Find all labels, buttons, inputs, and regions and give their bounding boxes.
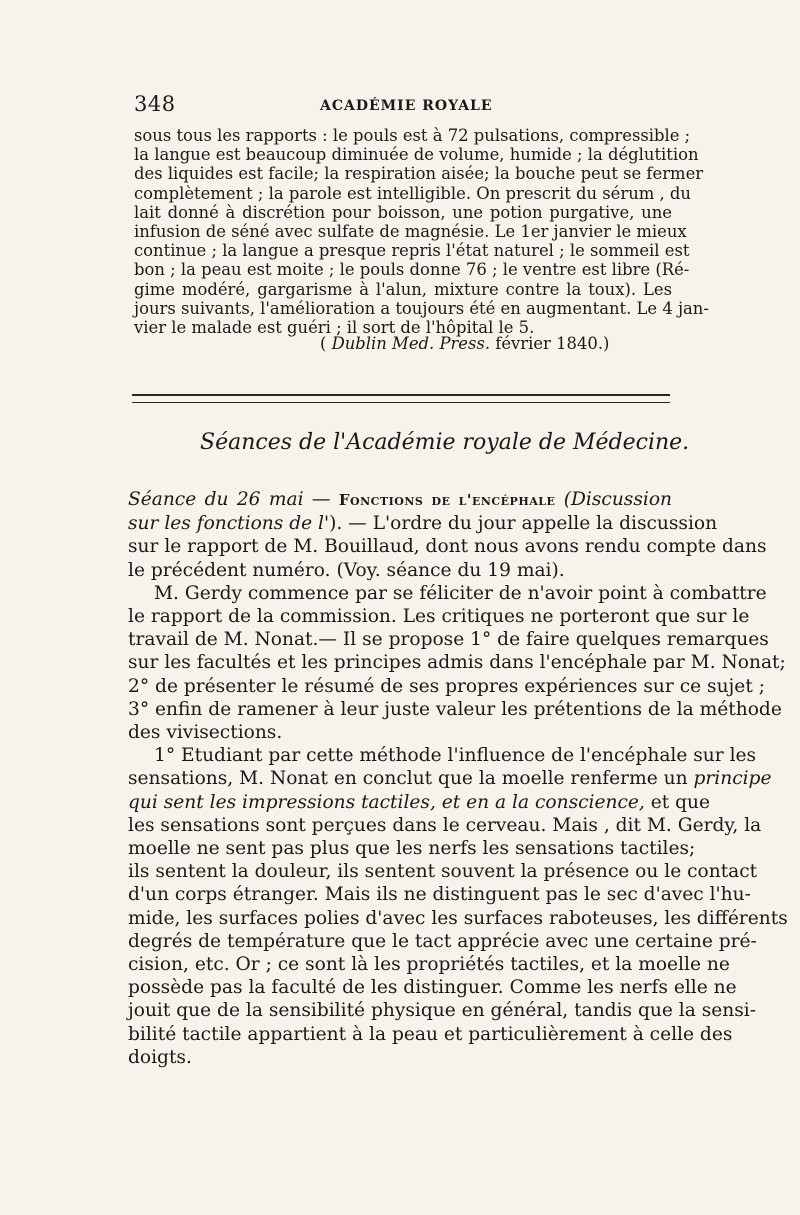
text-line: complètement ; la parole est intelligible. On prescrit du sérum , du — [134, 183, 691, 203]
text-line: jours suivants, l'amélioration a toujours été en augmentant. Le 4 jan- — [134, 298, 709, 318]
text-line: moelle ne sent pas plus que les nerfs les sensations tactiles; — [128, 838, 696, 860]
text-line: degrés de température que le tact apprécie avec une certaine pré- — [128, 930, 757, 952]
text-line: jouit que de la sensibilité physique en général, tandis que la sensi- — [128, 1000, 756, 1022]
text-line: des liquides est facile; la respiration aisée; la bouche peut se fermer — [134, 164, 704, 184]
text-line: lait donné à discrétion pour boisson, une potion purgative, une — [134, 202, 672, 222]
text-line: vier le malade est guéri ; il sort de l'hôpital le 5. — [134, 318, 535, 338]
text-line: continue ; la langue a presque repris l'état naturel ; le sommeil est — [134, 241, 690, 261]
italic-phrase: qui sent les impressions tactiles, et en a la conscience, — [128, 791, 645, 813]
citation-open: ( — [320, 334, 332, 353]
section-divider — [132, 394, 670, 403]
text-line: sur les facultés et les principes admis dans l'encéphale par M. Nonat; — [128, 652, 786, 674]
text-line: possède pas la faculté de les distinguer. Comme les nerfs elle ne — [128, 977, 737, 999]
text-line: ils sentent la douleur, ils sentent souvent la présence ou le contact — [128, 861, 758, 883]
text-line: la langue est beaucoup diminuée de volume, humide ; la déglutition — [134, 145, 699, 165]
text-line: M. Gerdy commence par se féliciter de n'avoir point à combattre — [154, 582, 767, 604]
line-rest: et que — [644, 791, 710, 813]
text-line: doigts. — [128, 1046, 192, 1068]
citation-journal: Dublin Med. Press. — [331, 334, 491, 353]
case-report-paragraph — [134, 126, 709, 338]
text-line: 2° de présenter le résumé de ses propres expériences sur ce sujet ; — [128, 675, 765, 697]
text-line: infusion de séné avec sulfate de magnésie. Le 1er janvier le mieux — [134, 222, 687, 242]
text-line: bilité tactile appartient à la peau et particulièrement à celle des — [128, 1023, 733, 1045]
page-header — [134, 92, 672, 120]
text-line: cision, etc. Or ; ce sont là les propriétés tactiles, et la moelle ne — [128, 954, 730, 976]
text-line: le précédent numéro. (Voy. séance du 19 mai). — [128, 559, 565, 581]
text-line — [128, 488, 672, 512]
text-line: gime modéré, gargarisme à l'alun, mixture contre la toux). Les — [134, 279, 672, 299]
citation-date: février 1840.) — [490, 334, 610, 353]
text-line — [128, 767, 772, 790]
text-line: les sensations sont perçues dans le cerveau. Mais , dit M. Gerdy, la — [128, 814, 762, 836]
section-title: Séances de l'Académie royale de Médecine. — [200, 430, 690, 455]
running-head: ACADÉMIE ROYALE — [320, 98, 493, 114]
seance-date: Séance du 26 mai — — [128, 489, 339, 510]
seance-heading-tail: (Discussion — [555, 489, 672, 510]
page-number: 348 — [134, 92, 176, 116]
text-line — [128, 512, 718, 535]
italic-phrase: sur les fonctions de l' — [128, 513, 330, 535]
text-line: mide, les surfaces polies d'avec les surfaces raboteuses, les différents — [128, 907, 788, 929]
text-line — [128, 791, 710, 814]
text-line: d'un corps étranger. Mais ils ne distinguent pas le sec d'avec l'hu- — [128, 884, 751, 906]
line-rest: ). — L'ordre du jour appelle la discussion — [329, 513, 718, 535]
italic-phrase: principe — [693, 768, 772, 790]
seance-heading: Fonctions de l'encéphale — [338, 491, 556, 509]
text-line: 3° enfin de ramener à leur juste valeur les prétentions de la méthode — [128, 698, 782, 720]
text-line: sur le rapport de M. Bouillaud, dont nous avons rendu compte dans — [128, 536, 767, 558]
source-citation — [320, 334, 609, 353]
text-line: bon ; la peau est moite ; le pouls donne 76 ; le ventre est libre (Ré- — [134, 260, 690, 280]
text-line: 1° Etudiant par cette méthode l'influence de l'encéphale sur les — [154, 745, 757, 767]
text-line: travail de M. Nonat.— Il se propose 1° de faire quelques remarques — [128, 629, 769, 651]
line-start: sensations, M. Nonat en conclut que la moelle renferme un — [128, 768, 694, 790]
text-line: le rapport de la commission. Les critiques ne porteront que sur le — [128, 606, 750, 628]
seance-report — [128, 488, 788, 1069]
text-line: des vivisections. — [128, 722, 283, 744]
text-line: sous tous les rapports : le pouls est à 72 pulsations, compressible ; — [134, 126, 691, 145]
